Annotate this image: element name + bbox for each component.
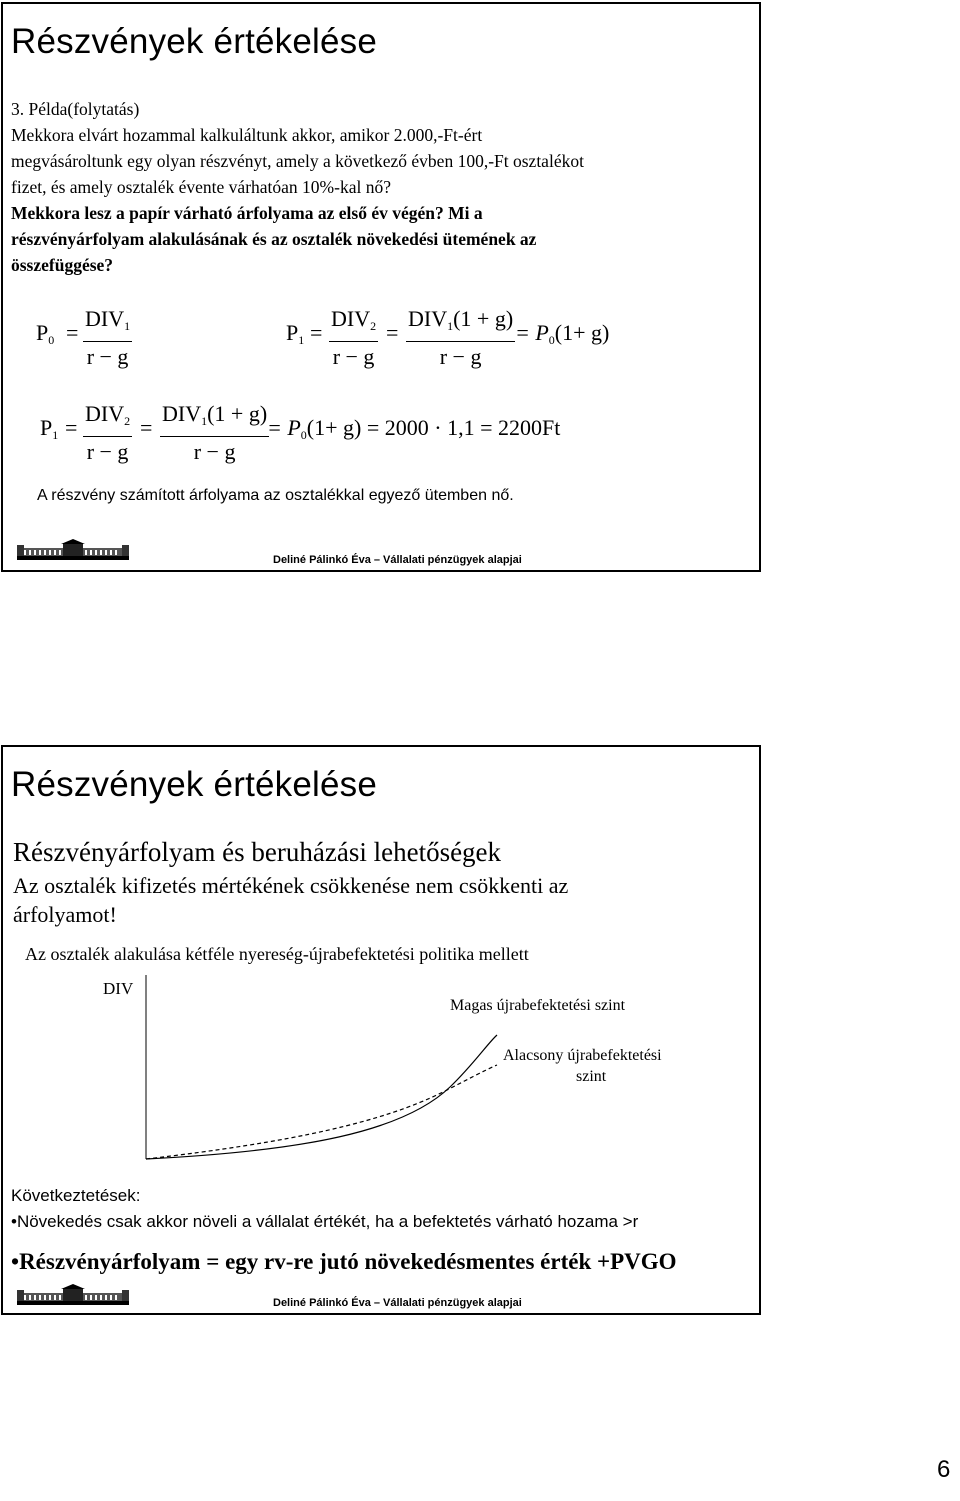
formula-symbol: P	[286, 320, 299, 345]
conclusion-text: A részvény számított árfolyama az osztalékkal egyező ütemben nő.	[37, 487, 514, 504]
low-reinvestment-curve	[146, 1065, 497, 1159]
bold-question-line-3: összefüggése?	[11, 255, 114, 275]
slide-1	[1, 2, 761, 572]
slide-title: Részvények értékelése	[11, 765, 378, 804]
subscript: 1	[201, 414, 208, 428]
rhs-symbol: = P	[267, 415, 301, 440]
rhs-subscript: 0	[300, 428, 307, 442]
conclusions-heading: Következtetések:	[11, 1186, 141, 1205]
fraction	[83, 304, 132, 372]
formula-symbol: P	[40, 415, 53, 440]
chart-caption: Az osztalék alakulása kétféle nyereség-újrabefektetési politika mellett	[25, 944, 529, 964]
low-reinvestment-label-line-1: Alacsony újrabefektetési	[503, 1047, 662, 1064]
conclusion-bullet-2: •Részvényárfolyam = egy rv-re jutó növekedésmentes érték +PVGO	[11, 1249, 677, 1274]
denominator: r − g	[86, 344, 129, 369]
numerator: DIV	[85, 306, 125, 331]
question-line-3: fizet, és amely osztalék évente várhatóan 10%-kal nő?	[11, 177, 391, 197]
fraction	[160, 399, 269, 467]
bullet-2-text: Részvényárfolyam = egy rv-re jutó növekedésmentes érték +PVGO	[19, 1249, 677, 1274]
formula-symbol: P	[36, 320, 49, 345]
question-line-2: megvásároltunk egy olyan részvényt, amely a következő évben 100,-Ft osztalékot	[11, 151, 584, 171]
rhs-symbol: = P	[515, 320, 549, 345]
subscript: 1	[447, 319, 454, 333]
formula-subscript: 0	[48, 333, 55, 347]
denominator: r − g	[332, 344, 375, 369]
footer-text: Deliné Pálinkó Éva – Vállalati pénzügyek alapjai	[273, 554, 522, 566]
subscript: 2	[370, 319, 377, 333]
rhs-tail: (1+ g) = 2000 · 1,1 = 2200Ft	[306, 415, 561, 440]
equals-sign: =	[310, 320, 323, 345]
y-axis-label: DIV	[103, 979, 134, 998]
example-heading: 3. Példa(folytatás)	[11, 99, 140, 119]
university-building-logo	[17, 1284, 129, 1306]
numerator: DIV	[408, 306, 448, 331]
high-reinvestment-label: Magas újrabefektetési szint	[450, 997, 626, 1014]
bold-question-line-1: Mekkora lesz a papír várható árfolyama az első év végén? Mi a	[11, 203, 483, 223]
numerator-tail: (1 + g)	[453, 306, 514, 331]
denominator: r − g	[86, 439, 129, 464]
statement-line-2: árfolyamot!	[13, 902, 117, 927]
equals-sign: =	[140, 415, 153, 440]
low-reinvestment-label-line-2: szint	[576, 1068, 607, 1085]
numerator-tail: (1 + g)	[207, 401, 268, 426]
conclusion-bullet-1: •Növekedés csak akkor növeli a vállalat értékét, ha a befektetés várható hozama >r	[11, 1212, 639, 1231]
formula-subscript: 1	[52, 428, 59, 442]
question-line-1: Mekkora elvárt hozammal kalkuláltunk akkor, amikor 2.000,-Ft-ért	[11, 125, 483, 145]
slide-title: Részvények értékelése	[11, 22, 378, 61]
footer-text: Deliné Pálinkó Éva – Vállalati pénzügyek alapjai	[273, 1297, 522, 1309]
numerator: DIV	[331, 306, 371, 331]
equals-sign: =	[65, 415, 78, 440]
numerator: DIV	[85, 401, 125, 426]
university-building-logo	[17, 539, 129, 561]
rhs-subscript: 0	[548, 333, 555, 347]
statement-line-1: Az osztalék kifizetés mértékének csökkenése nem csökkenti az	[13, 873, 569, 898]
equals-sign: =	[66, 320, 79, 345]
denominator: r − g	[193, 439, 236, 464]
subscript: 1	[124, 319, 131, 333]
page-number: 6	[937, 1456, 951, 1483]
high-reinvestment-curve	[146, 1035, 497, 1159]
subscript: 2	[124, 414, 131, 428]
denominator: r − g	[439, 344, 482, 369]
rhs-tail: (1+ g)	[554, 320, 610, 345]
formula-subscript: 1	[298, 333, 305, 347]
fraction	[329, 304, 378, 372]
equals-sign: =	[386, 320, 399, 345]
slide-2	[1, 745, 761, 1315]
bullet-1-text: Növekedés csak akkor növeli a vállalat értékét, ha a befektetés várható hozama >r	[16, 1212, 639, 1231]
fraction	[83, 399, 132, 467]
numerator: DIV	[162, 401, 202, 426]
slide-subtitle: Részvényárfolyam és beruházási lehetőségek	[13, 837, 502, 867]
bold-question-line-2: részvényárfolyam alakulásának és az osztalék növekedési ütemének az	[11, 229, 537, 249]
fraction	[406, 304, 515, 372]
